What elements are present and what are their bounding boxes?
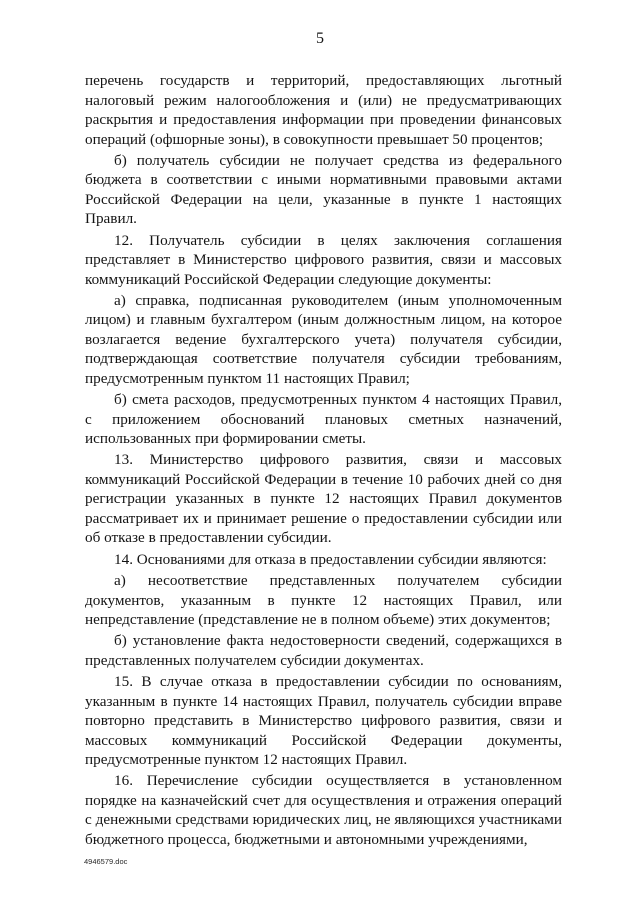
footer-file-name: 4946579.doc xyxy=(84,857,128,866)
paragraph-14b: б) установление факта недостоверности сведений, содержащихся в представленных получателем субсидии документах. xyxy=(85,632,562,669)
paragraph-12: 12. Получатель субсидии в целях заключения соглашения представляет в Министерство цифрового развития, связи и массовых коммуникаций Российской Федерации следующие документы: xyxy=(85,231,562,288)
paragraph-13: 13. Министерство цифрового развития, связи и массовых коммуникаций Российской Федерации в течение 10 рабочих дней со дня регистрации указанных в пункте 12 настоящих Правил документов рассматривает их и принимает решение о предоставлении субсидии или об отказе в предоставлении субсидии. xyxy=(85,451,562,547)
page-number: 5 xyxy=(316,30,324,47)
paragraph-14: 14. Основаниями для отказа в предоставлении субсидии являются: xyxy=(114,550,547,568)
paragraph-11b: б) получатель субсидии не получает средства из федерального бюджета в соответствии с иными нормативными правовыми актами Российской Федерации на цели, указанные в пункте 1 настоящих Правил. xyxy=(85,151,562,228)
paragraph-12a: а) справка, подписанная руководителем (иным уполномоченным лицом) и главным бухгалтером (иным должностным лицом, на которое возлагается ведение бухгалтерского учета) получателя субсидии, подтверждающая соответствие получателя субсидии требованиям, предусмотренным пунктом 11 настоящих Правил; xyxy=(85,291,562,387)
document-body xyxy=(85,71,562,851)
paragraph-12b: б) смета расходов, предусмотренных пунктом 4 настоящих Правил, с приложением обоснований плановых сметных назначений, использованных при формировании сметы. xyxy=(85,391,562,448)
paragraph-16: 16. Перечисление субсидии осуществляется в установленном порядке на казначейский счет для осуществления и отражения операций с денежными средствами юридических лиц, не являющихся участниками бюджетного процесса, бюджетными и автономными учреждениями, xyxy=(85,772,562,848)
paragraph-15: 15. В случае отказа в предоставлении субсидии по основаниям, указанным в пункте 14 настоящих Правил, получатель субсидии вправе повторно представить в Министерство цифрового развития, связи и массовых коммуникаций Российской Федерации документы, предусмотренные пунктом 12 настоящих Правил. xyxy=(85,673,562,769)
paragraph-offshore-continuation: перечень государств и территорий, предоставляющих льготный налоговый режим налогообложения и (или) не предусматривающих раскрытия и предоставления информации при проведении финансовых операций (офшорные зоны), в совокупности превышает 50 процентов; xyxy=(85,72,562,148)
paragraph-14a: а) несоответствие представленных получателем субсидии документов, указанным в пункте 12 настоящих Правил, или непредставление (представление не в полном объеме) этих документов; xyxy=(85,572,562,629)
